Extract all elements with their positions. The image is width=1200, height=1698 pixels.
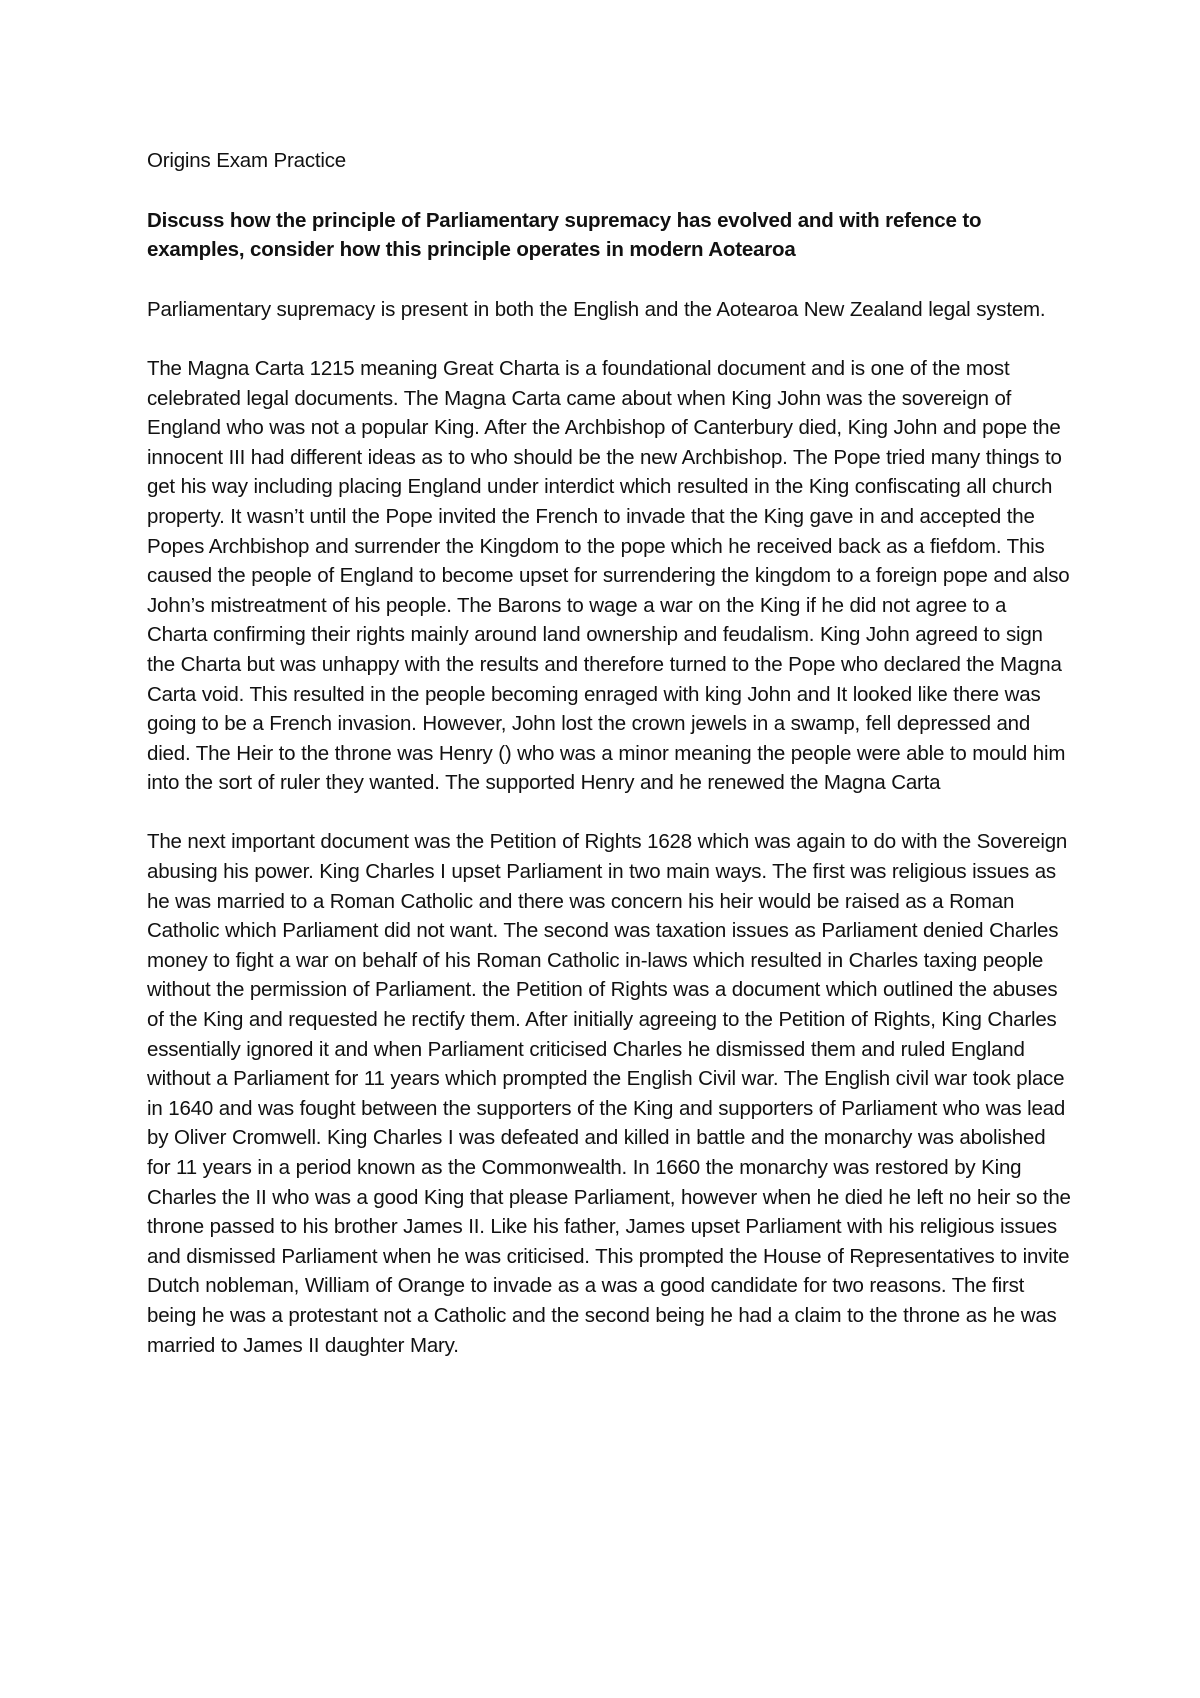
- essay-question: Discuss how the principle of Parliamentary supremacy has evolved and with refence to examples, consider how this principle operates in modern Aotearoa: [147, 208, 982, 262]
- document-title: Origins Exam Practice: [147, 149, 346, 172]
- document-body: [147, 146, 1072, 1360]
- paragraph-intro: Parliamentary supremacy is present in both the English and the Aotearoa New Zealand legal system.: [147, 297, 1046, 321]
- paragraph-magna-carta: The Magna Carta 1215 meaning Great Charta is a foundational document and is one of the most celebrated legal documents. The Magna Carta came about when King John was the sovereign of England who was not a popular King. After the Archbishop of Canterbury died, King John and pope the innocent III had different ideas as to who should be the new Archbishop. The Pope tried many things to get his way including placing England under interdict which resulted in the King confiscating all church property. It wasn’t until the Pope invited the French to invade that the King gave in and accepted the Popes Archbishop and surrender the Kingdom to the pope which he received back as a fiefdom. This caused the people of England to become upset for surrendering the kingdom to a foreign pope and also John’s mistreatment of his people. The Barons to wage a war on the King if he did not agree to a Charta confirming their rights mainly around land ownership and feudalism. King John agreed to sign the Charta but was unhappy with the results and therefore turned to the Pope who declared the Magna Carta void. This resulted in the people becoming enraged with king John and It looked like there was going to be a French invasion. However, John lost the crown jewels in a swamp, fell depressed and died. The Heir to the throne was Henry () who was a minor meaning the people were able to mould him into the sort of ruler they wanted. The supported Henry and he renewed the Magna Carta: [147, 356, 1070, 795]
- paragraph-petition-of-rights: The next important document was the Petition of Rights 1628 which was again to do with the Sovereign abusing his power. King Charles I upset Parliament in two main ways. The first was religious issues as he was married to a Roman Catholic and there was concern his heir would be raised as a Roman Catholic which Parliament did not want. The second was taxation issues as Parliament denied Charles money to fight a war on behalf of his Roman Catholic in-laws which resulted in Charles taxing people without the permission of Parliament. the Petition of Rights was a document which outlined the abuses of the King and requested he rectify them. After initially agreeing to the Petition of Rights, King Charles essentially ignored it and when Parliament criticised Charles he dismissed them and ruled England without a Parliament for 11 years which prompted the English Civil war. The English civil war took place in 1640 and was fought between the supporters of the King and supporters of Parliament who was lead by Oliver Cromwell. King Charles I was defeated and killed in battle and the monarchy was abolished for 11 years in a period known as the Commonwealth. In 1660 the monarchy was restored by King Charles the II who was a good King that please Parliament, however when he died he left no heir so the throne passed to his brother James II. Like his father, James upset Parliament with his religious issues and dismissed Parliament when he was criticised. This prompted the House of Representatives to invite Dutch nobleman, William of Orange to invade as a was a good candidate for two reasons. The first being he was a protestant not a Catholic and the second being he had a claim to the throne as he was married to James II daughter Mary.: [147, 830, 1071, 1357]
